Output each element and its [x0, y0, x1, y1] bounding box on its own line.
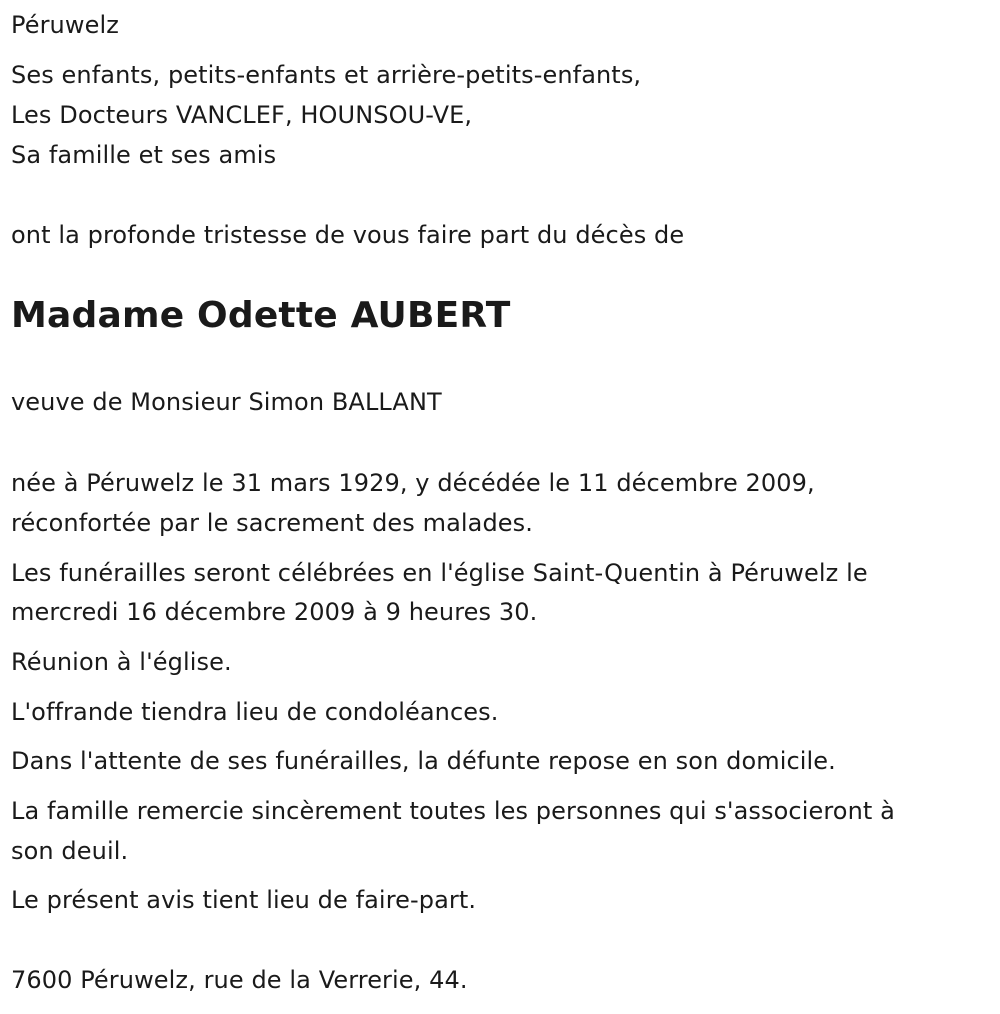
announcer-line: Sa famille et ses amis [11, 141, 277, 169]
birth-death-line: réconfortée par le sacrement des malades. [11, 509, 533, 537]
announcer-line: Les Docteurs VANCLEF, HOUNSOU-VE, [11, 101, 473, 129]
thanks-line: son deuil. [11, 837, 129, 865]
funeral-line: Les funérailles seront célébrées en l'église Saint-Quentin à Péruwelz le [11, 559, 868, 587]
address-line: 7600 Péruwelz, rue de la Verrerie, 44. [11, 966, 468, 994]
location-line: Péruwelz [11, 11, 119, 39]
thanks-line: La famille remercie sincèrement toutes les personnes qui s'associeront à [11, 797, 895, 825]
birth-death-line: née à Péruwelz le 31 mars 1929, y décédée le 11 décembre 2009, [11, 469, 815, 497]
meeting-line: Réunion à l'église. [11, 648, 232, 676]
deceased-name: Madame Odette AUBERT [11, 295, 511, 336]
offering-line: L'offrande tiendra lieu de condoléances. [11, 698, 499, 726]
repose-line: Dans l'attente de ses funérailles, la défunte repose en son domicile. [11, 747, 836, 775]
spouse-line: veuve de Monsieur Simon BALLANT [11, 388, 442, 416]
announcer-line: Ses enfants, petits-enfants et arrière-petits-enfants, [11, 61, 642, 89]
funeral-line: mercredi 16 décembre 2009 à 9 heures 30. [11, 598, 538, 626]
notice-line: Le présent avis tient lieu de faire-part. [11, 886, 477, 914]
intro-line: ont la profonde tristesse de vous faire part du décès de [11, 221, 685, 249]
